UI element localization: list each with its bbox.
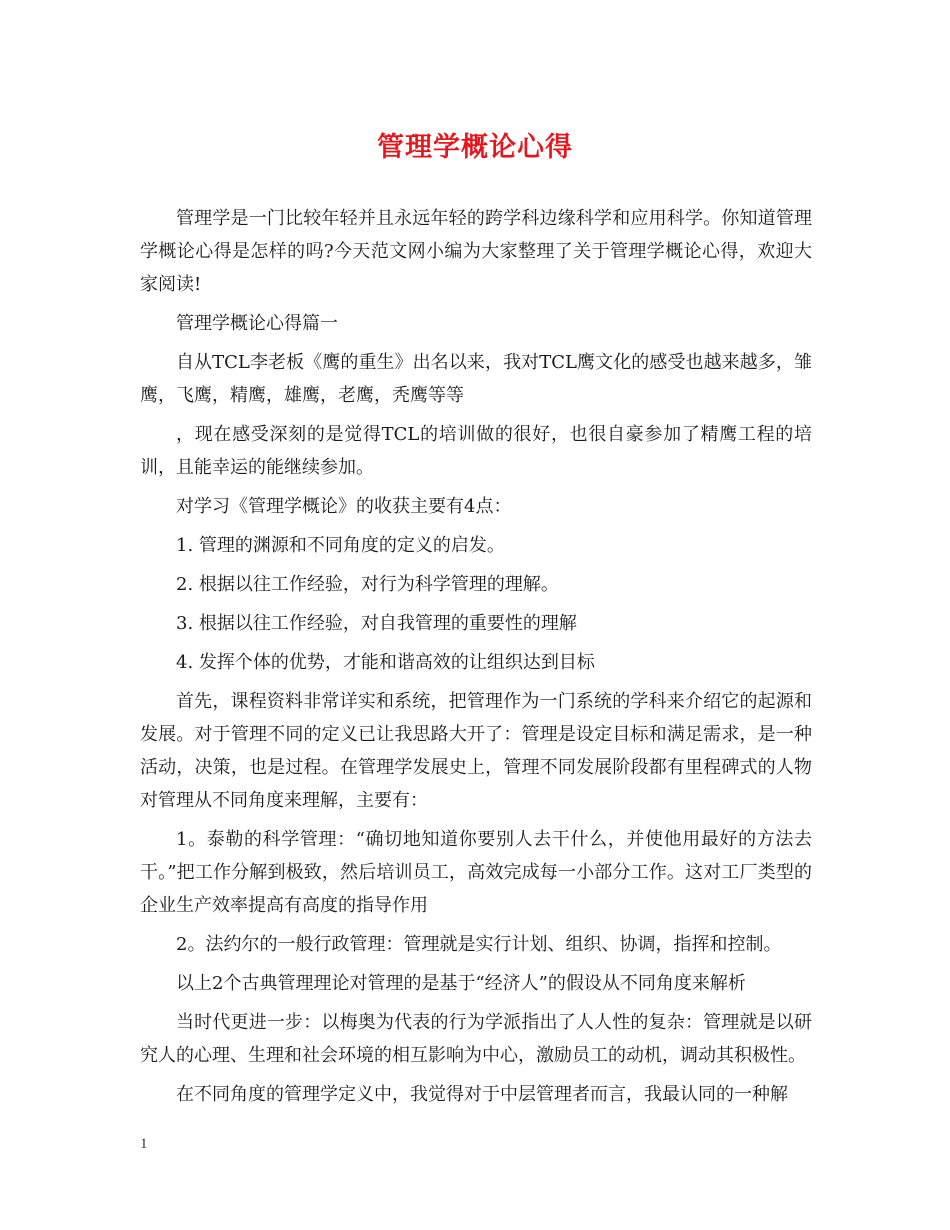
list-item: 1. 管理的渊源和不同角度的定义的启发。 [176,535,505,556]
paragraph: 对学习《管理学概论》的收获主要有4点： [176,496,512,517]
list-item: 3. 根据以往工作经验，对自我管理的重要性的理解 [176,613,577,634]
page-number: 1 [140,1136,148,1152]
paragraph: 首先，课程资料非常详实和系统，把管理作为一门系统的学科来介绍它的起源和发展。对于管理不同的定义已让我思路大开了：管理是设定目标和满足需求，是一种活动，决策，也是过程。在管理学发展史上，管理不同发展阶段都有里程碑式的人物对管理从不同角度来理解，主要有： [140,691,812,811]
document-body [140,202,812,1117]
paragraph: 2。法约尔的一般行政管理：管理就是实行计划、组织、协调，指挥和控制。 [176,934,782,955]
paragraph-section-heading: 管理学概论心得篇一 [176,313,338,334]
paragraph: 自从TCL李老板《鹰的重生》出名以来，我对TCL鹰文化的感受也越来越多，雏鹰，飞鹰，精鹰，雄鹰，老鹰，秃鹰等等 [140,352,812,406]
document-title: 管理学概论心得 [377,132,573,163]
paragraph: 以上2个古典管理理论对管理的是基于“经济人”的假设从不同角度来解析 [176,973,746,994]
paragraph-intro: 管理学是一门比较年轻并且永远年轻的跨学科边缘科学和应用科学。你知道管理学概论心得是怎样的吗?今天范文网小编为大家整理了关于管理学概论心得，欢迎大家阅读! [140,208,812,295]
list-item: 2. 根据以往工作经验，对行为科学管理的理解。 [176,574,559,595]
paragraph: 在不同角度的管理学定义中，我觉得对于中层管理者而言，我最认同的一种解 [176,1084,788,1105]
list-item: 4. 发挥个体的优势，才能和谐高效的让组织达到目标 [176,652,595,673]
paragraph: 当时代更进一步：以梅奥为代表的行为学派指出了人人性的复杂：管理就是以研究人的心理、生理和社会环境的相互影响为中心，激励员工的动机，调动其积极性。 [140,1012,812,1066]
paragraph: 1。泰勒的科学管理：“确切地知道你要别人去干什么，并使他用最好的方法去干。”把工作分解到极致，然后培训员工，高效完成每一小部分工作。这对工厂类型的企业生产效率提高有高度的指导作用 [140,829,812,916]
paragraph: ，现在感受深刻的是觉得TCL的培训做的很好，也很自豪参加了精鹰工程的培训，且能幸运的能继续参加。 [140,424,812,478]
